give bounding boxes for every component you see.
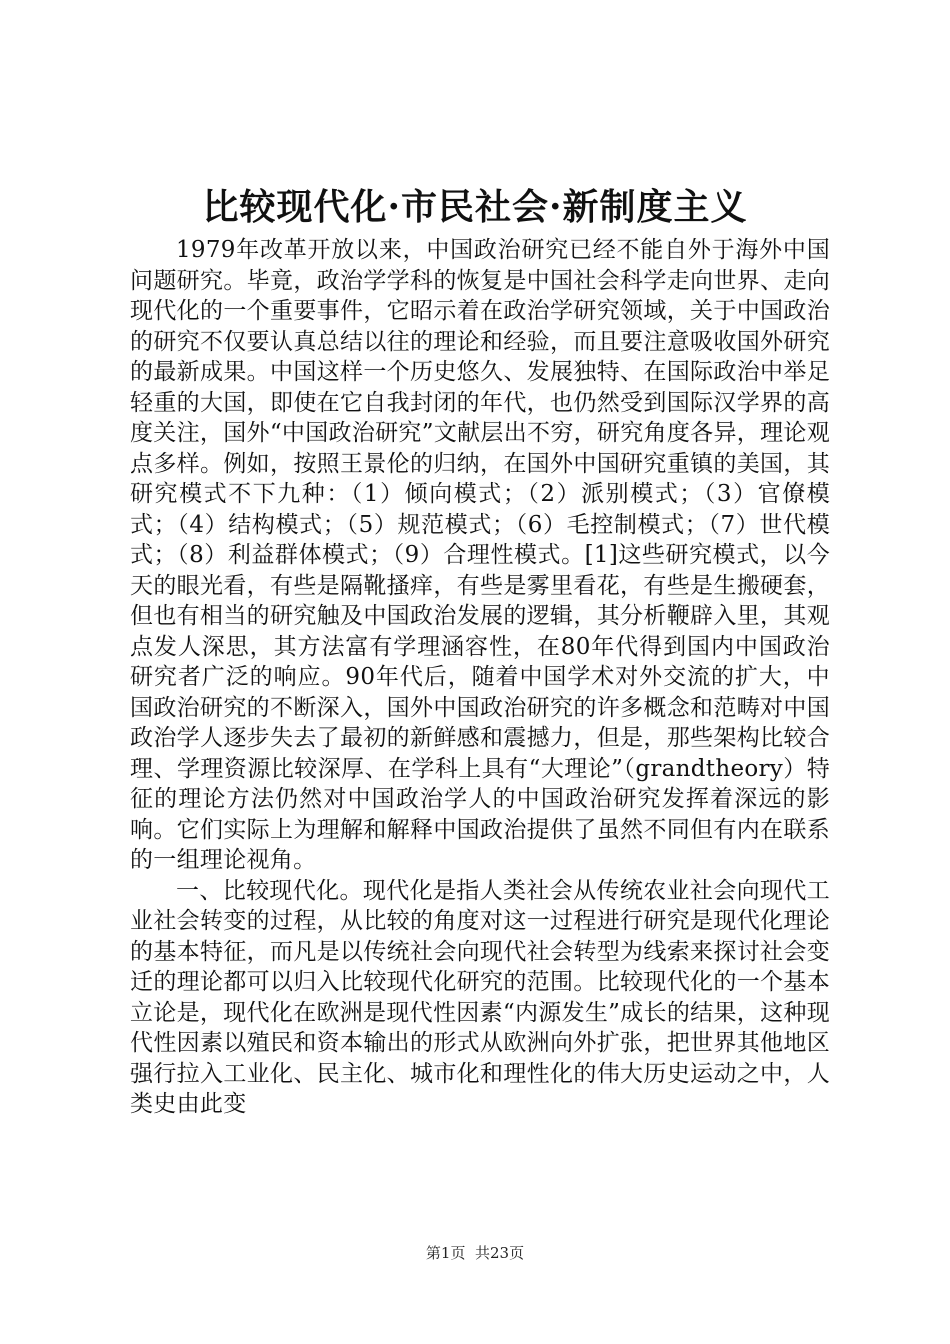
page-footer <box>0 1243 950 1263</box>
paragraph-comparative-modernization: 一、比较现代化。现代化是指人类社会从传统农业社会向现代工业社会转变的过程，从比较的角度对这一过程进行研究是现代化理论的基本特征，而凡是以传统社会向现代社会转型为线索来探讨社会变迁的理论都可以归入比较现代化研究的范围。比较现代化的一个基本立论是，现代化在欧洲是现代性因素“内源发生”成长的结果，这种现代性因素以殖民和资本输出的形式从欧洲向外扩张，把世界其他地区强行拉入工业化、民主化、城市化和理性化的伟大历史运动之中，人类史由此变 <box>130 877 830 1117</box>
document-title: 比较现代化·市民社会·新制度主义 <box>202 186 748 228</box>
paragraph-intro: 1979年改革开放以来，中国政治研究已经不能自外于海外中国问题研究。毕竟，政治学学科的恢复是中国社会科学走向世界、走向现代化的一个重要事件，它昭示着在政治学研究领域，关于中国政治的研究不仅要认真总结以往的理论和经验，而且要注意吸收国外研究的最新成果。中国这样一个历史悠久、发展独特、在国际政治中举足轻重的大国，即使在它自我封闭的年代，也仍然受到国际汉学界的高度关注，国外“中国政治研究”文献层出不穷，研究角度各异，理论观点多样。例如，按照王景伦的归纳，在国外中国研究重镇的美国，其研究模式不下九种：（1）倾向模式；（2）派别模式；（3）官僚模式；（4）结构模式；（5）规范模式；（6）毛控制模式；（7）世代模式；（8）利益群体模式；（9）合理性模式。[1]这些研究模式，以今天的眼光看，有些是隔靴搔痒，有些是雾里看花，有些是生搬硬套，但也有相当的研究触及中国政治发展的逻辑，其分析鞭辟入里，其观点发人深思，其方法富有学理涵容性，在80年代得到国内中国政治研究者广泛的响应。90年代后，随着中国学术对外交流的扩大，中国政治研究的不断深入，国外中国政治研究的许多概念和范畴对中国政治学人逐步失去了最初的新鲜感和震撼力，但是，那些架构比较合理、学理资源比较深厚、在学科上具有“大理论”（grandtheory）特征的理论方法仍然对中国政治学人的中国政治研究发挥着深远的影响。它们实际上为理解和解释中国政治提供了虽然不同但有内在联系的一组理论视角。 <box>130 237 830 873</box>
page-number: 第1页 <box>425 1244 466 1262</box>
document-body <box>130 235 830 1120</box>
page-total: 共23页 <box>475 1244 525 1262</box>
